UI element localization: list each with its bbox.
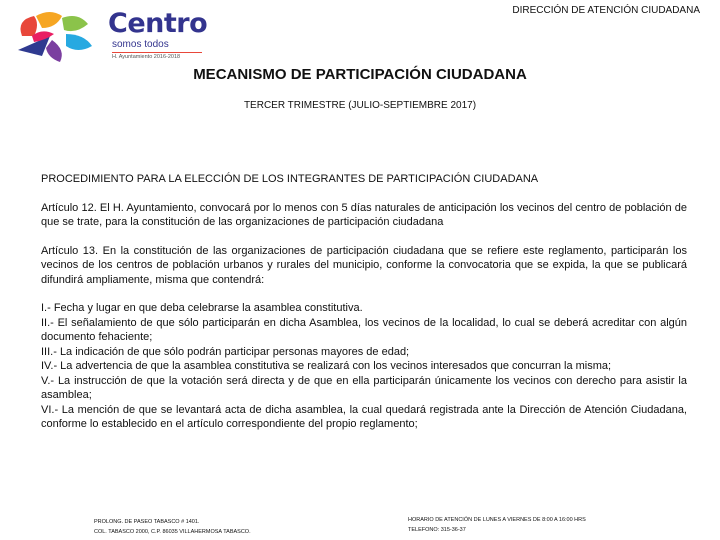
footer-contact [408,515,586,535]
document-title: MECANISMO DE PARTICIPACIÓN CIUDADANA [193,66,527,83]
phone-number: TELEFONO: 315-36-37 [408,527,466,533]
section-heading: PROCEDIMIENTO PARA LA ELECCIÓN DE LOS INTEGRANTES DE PARTICIPACIÓN CIUDADANA [41,173,539,185]
centro-logo [12,6,208,64]
list-item: I.- Fecha y lugar en que deba celebrarse la asamblea constitutiva. [41,302,363,314]
logo-tagline: somos todos [112,39,169,50]
logo-footnote: H. Ayuntamiento 2016-2018 [112,54,181,60]
list-item: II.- El señalamiento de que sólo participarán en dicha Asamblea, los vecinos de la localidad, lo cual se deberá acreditar con algún documento fehaciente; [41,316,687,343]
address-line-2: COL. TABASCO 2000, C.P. 86035 VILLAHERMOSA TABASCO. [94,529,251,535]
document-body [41,172,687,432]
requirements-list [41,301,687,432]
list-item: VI.- La mención de que se levantará acta de dicha asamblea, la cual quedará registrada ante la Dirección de Atención Ciudadana, conforme lo establecido en el artículo correspondiente del propio reglamento; [41,403,687,430]
centro-emblem-icon [12,6,102,64]
footer-address [94,517,251,537]
document-subtitle: TERCER TRIMESTRE (JULIO-SEPTIEMBRE 2017) [243,100,477,111]
logo-divider [112,52,202,53]
office-hours: HORARIO DE ATENCIÓN DE LUNES A VIERNES DE 8:00 A 16:00 HRS [408,517,586,523]
department-label: DIRECCIÓN DE ATENCIÓN CIUDADANA [512,5,700,16]
article-13: Artículo 13. En la constitución de las organizaciones de participación ciudadana que se refiere este reglamento, participarán los vecinos de los centros de población urbanos y rurales del municipio, conforme la convocatoria que se expida, la que se publicará difundirá ampliamente, misma que contendrá: [41,244,687,286]
list-item: IV.- La advertencia de que la asamblea constitutiva se realizará con los vecinos interesados que concurran la misma; [41,360,612,372]
address-line-1: PROLONG. DE PASEO TABASCO # 1401. [94,519,200,525]
logo-title: Centro [108,8,208,39]
article-12: Artículo 12. El H. Ayuntamiento, convocará por lo menos con 5 días naturales de anticipación los vecinos del centro de población de que se trate, para la constitución de las organizaciones de participación ciudadana [41,201,687,228]
list-item: III.- La indicación de que sólo podrán participar personas mayores de edad; [41,345,410,358]
list-item: V.- La instrucción de que la votación será directa y de que en ella participarán únicamente los vecinos con derecho para asistir la asamblea; [41,374,687,401]
